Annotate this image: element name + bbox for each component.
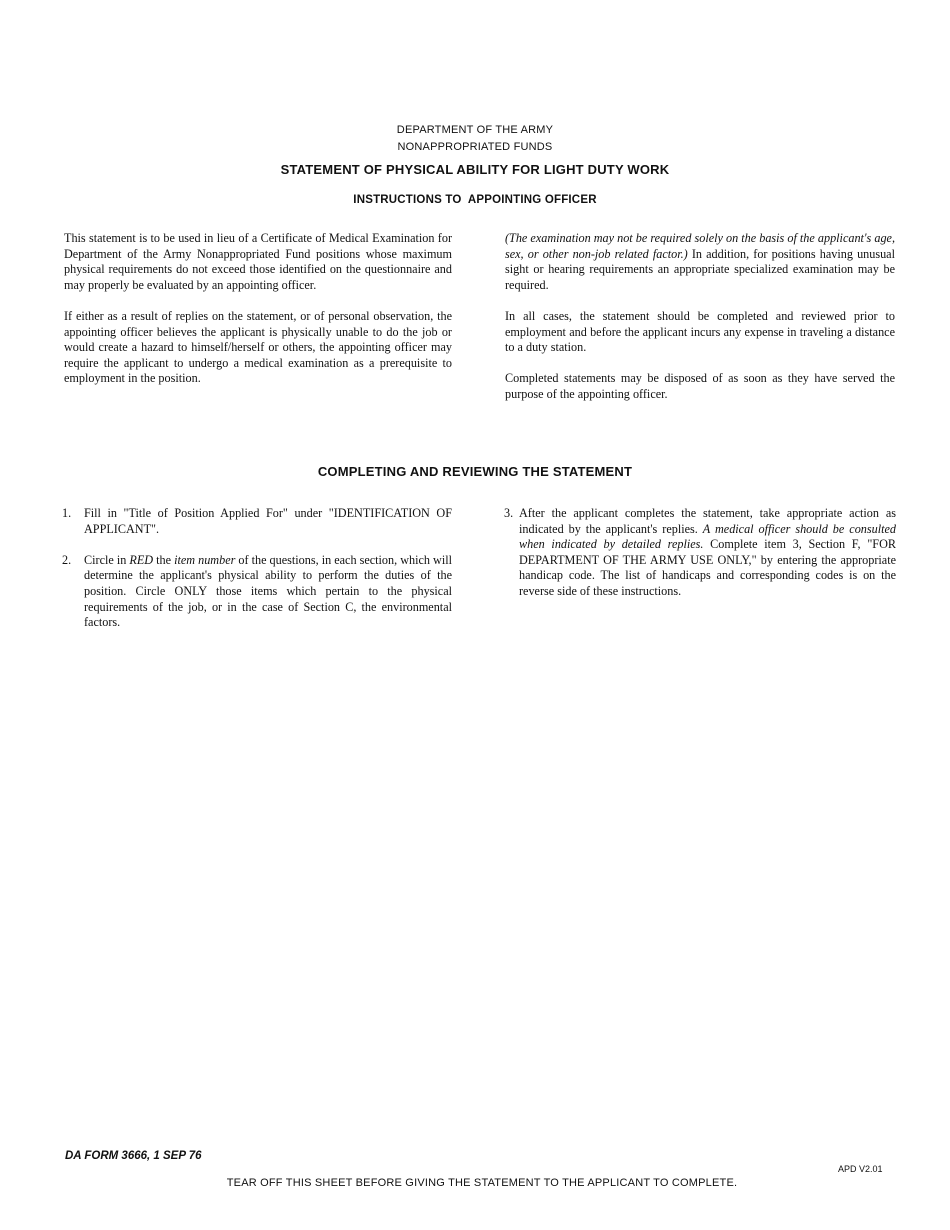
instructions-paragraph-1: This statement is to be used in lieu of a Certificate of Medical Examination for Department of the Army Nonappropriated Fund positions whose maximum physical requirements do not exceed those identified on the questionnaire and may properly be evaluated by an appointing officer.: [64, 231, 452, 292]
instructions-paragraph-5: Completed statements may be disposed of as soon as they have served the purpose of the appointing officer.: [505, 371, 895, 401]
department-name: DEPARTMENT OF THE ARMY: [396, 124, 554, 136]
step-text-part: After the applicant completes the statement, take appropriate action as indicated by the applicant's replies.: [519, 506, 896, 536]
instructions-paragraph-2: If either as a result of replies on the statement, or of personal observation, the appointing officer believes the applicant is physically unable to do the job or would create a hazard to himself/herself or others, the appointing officer may require the applicant to undergo a medical examination as a prerequisite to employment in the position.: [64, 308, 452, 386]
step-text-part: the: [153, 552, 175, 567]
version-label: APD V2.01: [838, 1164, 883, 1174]
item-number-emphasis: item number: [174, 552, 236, 567]
funds-label: NONAPPROPRIATED FUNDS: [397, 141, 553, 153]
instructions-heading: INSTRUCTIONS TO APPOINTING OFFICER: [353, 194, 597, 206]
completing-heading: COMPLETING AND REVIEWING THE STATEMENT: [317, 464, 633, 479]
step-number: 2.: [62, 552, 72, 567]
medical-officer-note: A medical officer should be consulted when indicated by detailed replies.: [519, 521, 896, 552]
step-text-part: Complete item 3, Section F, "FOR DEPARTMENT OF THE ARMY USE ONLY," by entering the appropriate handicap code. The list of handicaps and corresponding codes is on the reverse side of these instructions.: [519, 537, 896, 598]
list-item: [62, 553, 452, 631]
instructions-right-column: [505, 231, 895, 418]
steps-left-column: [62, 506, 452, 646]
instructions-left-column: [64, 231, 452, 403]
exam-note-rest: In addition, for positions having unusual sight or hearing requirements an appropriate specialized examination may be required.: [505, 246, 895, 292]
form-title: STATEMENT OF PHYSICAL ABILITY FOR LIGHT DUTY WORK: [280, 162, 670, 177]
form-identifier: DA FORM 3666, 1 SEP 76: [65, 1150, 202, 1162]
step-number: 1.: [62, 506, 72, 520]
step-text-part: of the questions, in each section, which will determine the applicant's physical ability to perform the duties of the position. Circle ONLY those items which pertain to the physical requirements of the job, or in the case of Section C, the environmental factors.: [84, 552, 453, 630]
steps-right-column: [504, 506, 896, 615]
instructions-paragraph-3: [505, 231, 895, 293]
step-text: [519, 506, 896, 598]
list-item: [62, 506, 452, 537]
red-emphasis: RED: [129, 552, 154, 567]
exam-note-italic: (The examination may not be required solely on the basis of the applicant's age, sex, or other non-job related factor.): [505, 231, 895, 261]
step-text-part: Circle in: [84, 552, 130, 567]
instructions-paragraph-4: In all cases, the statement should be completed and reviewed prior to employment and before the applicant incurs any expense in traveling a distance to a duty station.: [505, 308, 895, 355]
step-number: 3.: [504, 506, 514, 520]
step-text: [84, 553, 452, 629]
step-text: Fill in "Title of Position Applied For" under "IDENTIFICATION OF APPLICANT".: [84, 506, 452, 536]
list-item: [504, 506, 896, 600]
tear-off-notice: TEAR OFF THIS SHEET BEFORE GIVING THE STATEMENT TO THE APPLICANT TO COMPLETE.: [226, 1177, 738, 1189]
